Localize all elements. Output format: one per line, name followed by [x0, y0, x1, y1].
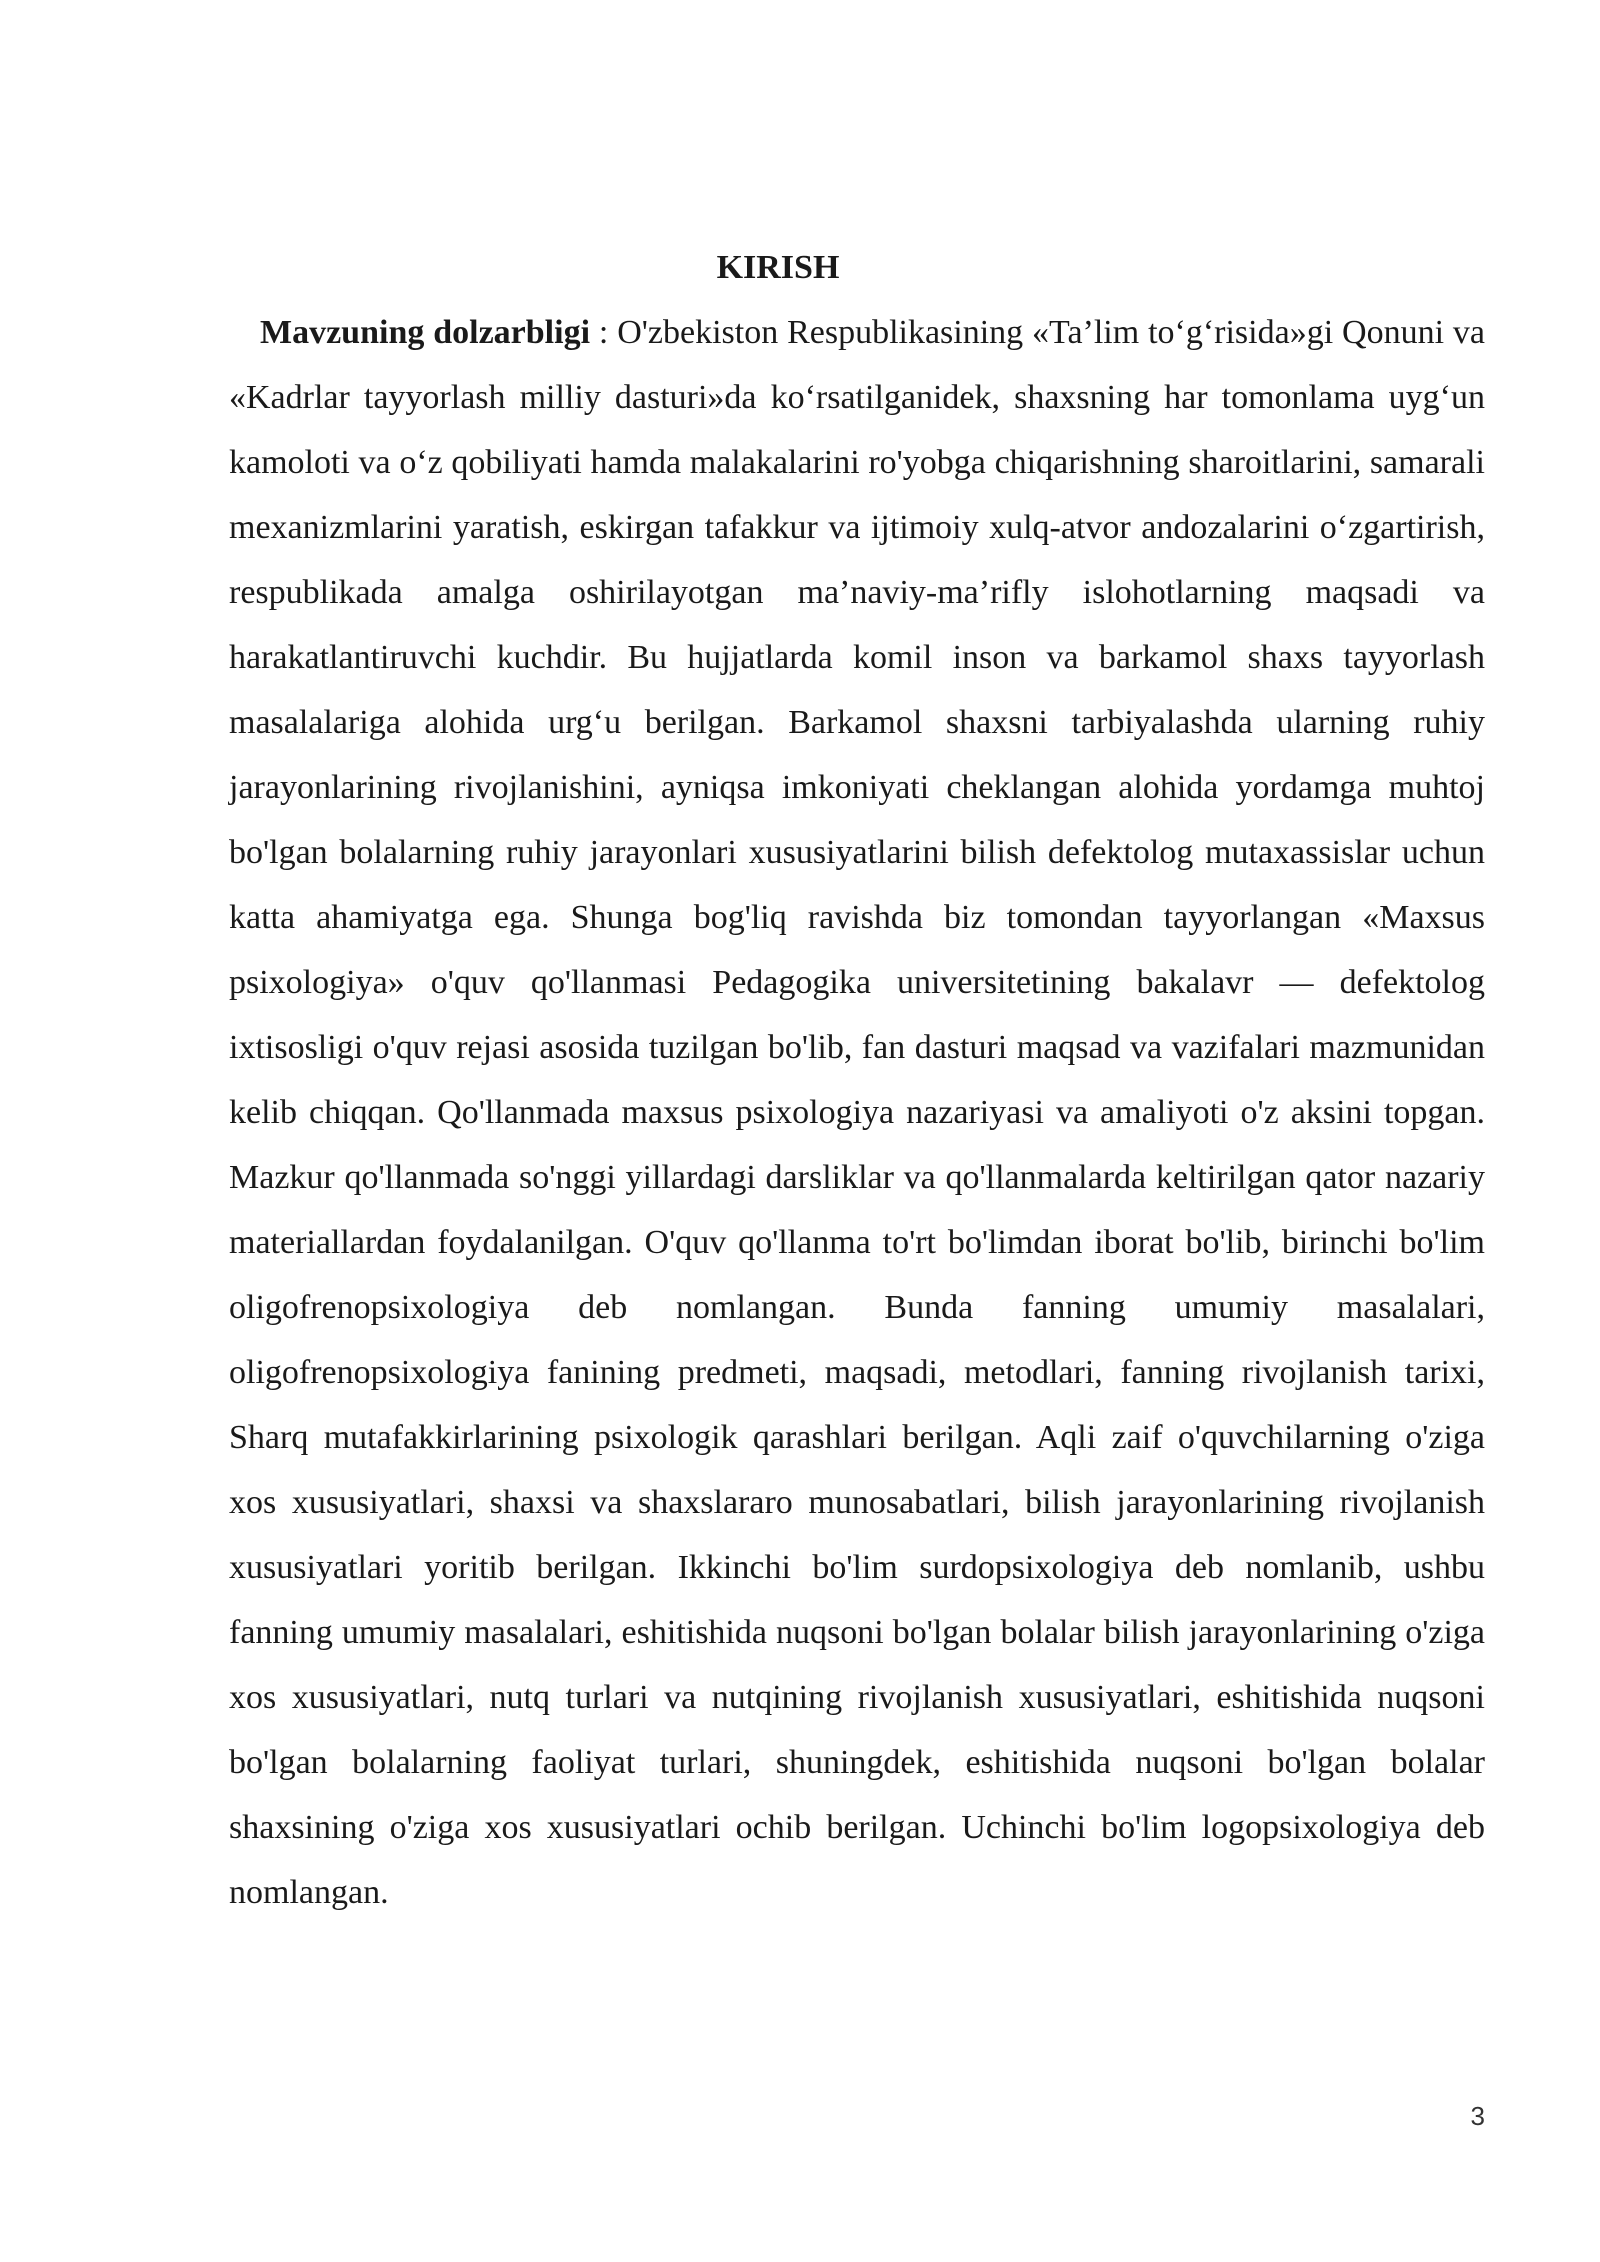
body-paragraph — [229, 300, 1485, 1925]
section-heading: KIRISH — [716, 249, 840, 286]
paragraph-text: : O'zbekiston Respublikasining «Ta’lim to‘g‘risida»gi Qonuni va «Kadrlar tayyorlash milliy dasturi»da ko‘rsatilganidek, shaxsning har tomonlama uyg‘un kamoloti va o‘z qobiliyati hamda malakalarini ro'yobga chiqarishning sharoitlarini, samarali mexanizmlarini yaratish, eskirgan tafakkur va ijtimoiy xulq-atvor andozalarini o‘zgartirish, respublikada amalga oshirilayotgan ma’naviy-ma’rifly islohotlarning maqsadi va harakatlantiruvchi kuchdir. Bu hujjatlarda komil inson va barkamol shaxs tayyorlash masalalariga alohida urg‘u berilgan. Barkamol shaxsni tarbiyalashda ularning ruhiy jarayonlarining rivojlanishini, ayniqsa imkoniyati cheklangan alohida yordamga muhtoj bo'lgan bolalarning ruhiy jarayonlari xususiyatlarini bilish defektolog mutaxassislar uchun katta ahamiyatga ega. Shunga bog'liq ravishda biz tomondan tayyorlangan «Maxsus psixologiya» o'quv qo'llanmasi Pedagogika universitetining bakalavr — defektolog ixtisosligi o'quv rejasi asosida tuzilgan bo'lib, fan dasturi maqsad va vazifalari mazmunidan kelib chiqqan. Qo'llanmada maxsus psixologiya nazariyasi va amaliyoti o'z aksini topgan. Mazkur qo'llanmada so'nggi yillardagi darsliklar va qo'llanmalarda keltirilgan qator nazariy materiallardan foydalanilgan. O'quv qo'llanma to'rt bo'limdan iborat bo'lib, birinchi bo'lim oligofrenopsixologiya deb nomlangan. Bunda fanning umumiy masalalari, oligofrenopsixologiya fanining predmeti, maqsadi, metodlari, fanning rivojlanish tarixi, Sharq mutafakkirlarining psixologik qarashlari berilgan. Aqli zaif o'quvchilarning o'ziga xos xususiyatlari, shaxsi va shaxslararo munosabatlari, bilish jarayonlarining rivojlanish xususiyatlari yoritib berilgan. Ikkinchi bo'lim surdopsixologiya deb nomlanib, ushbu fanning umumiy masalalari, eshitishida nuqsoni bo'lgan bolalar bilish jarayonlarining o'ziga xos xususiyatlari, nutq turlari va nutqining rivojlanish xususiyatlari, eshitishida nuqsoni bo'lgan bolalarning faoliyat turlari, shuningdek, eshitishida nuqsoni bo'lgan bolalar shaxsining o'ziga xos xususiyatlari ochib berilgan. Uchinchi bo'lim logopsixologiya deb nomlangan. — [229, 314, 1485, 1911]
paragraph-lead: Mavzuning dolzarbligi — [260, 314, 591, 351]
page-number: 3 — [1470, 2101, 1485, 2131]
